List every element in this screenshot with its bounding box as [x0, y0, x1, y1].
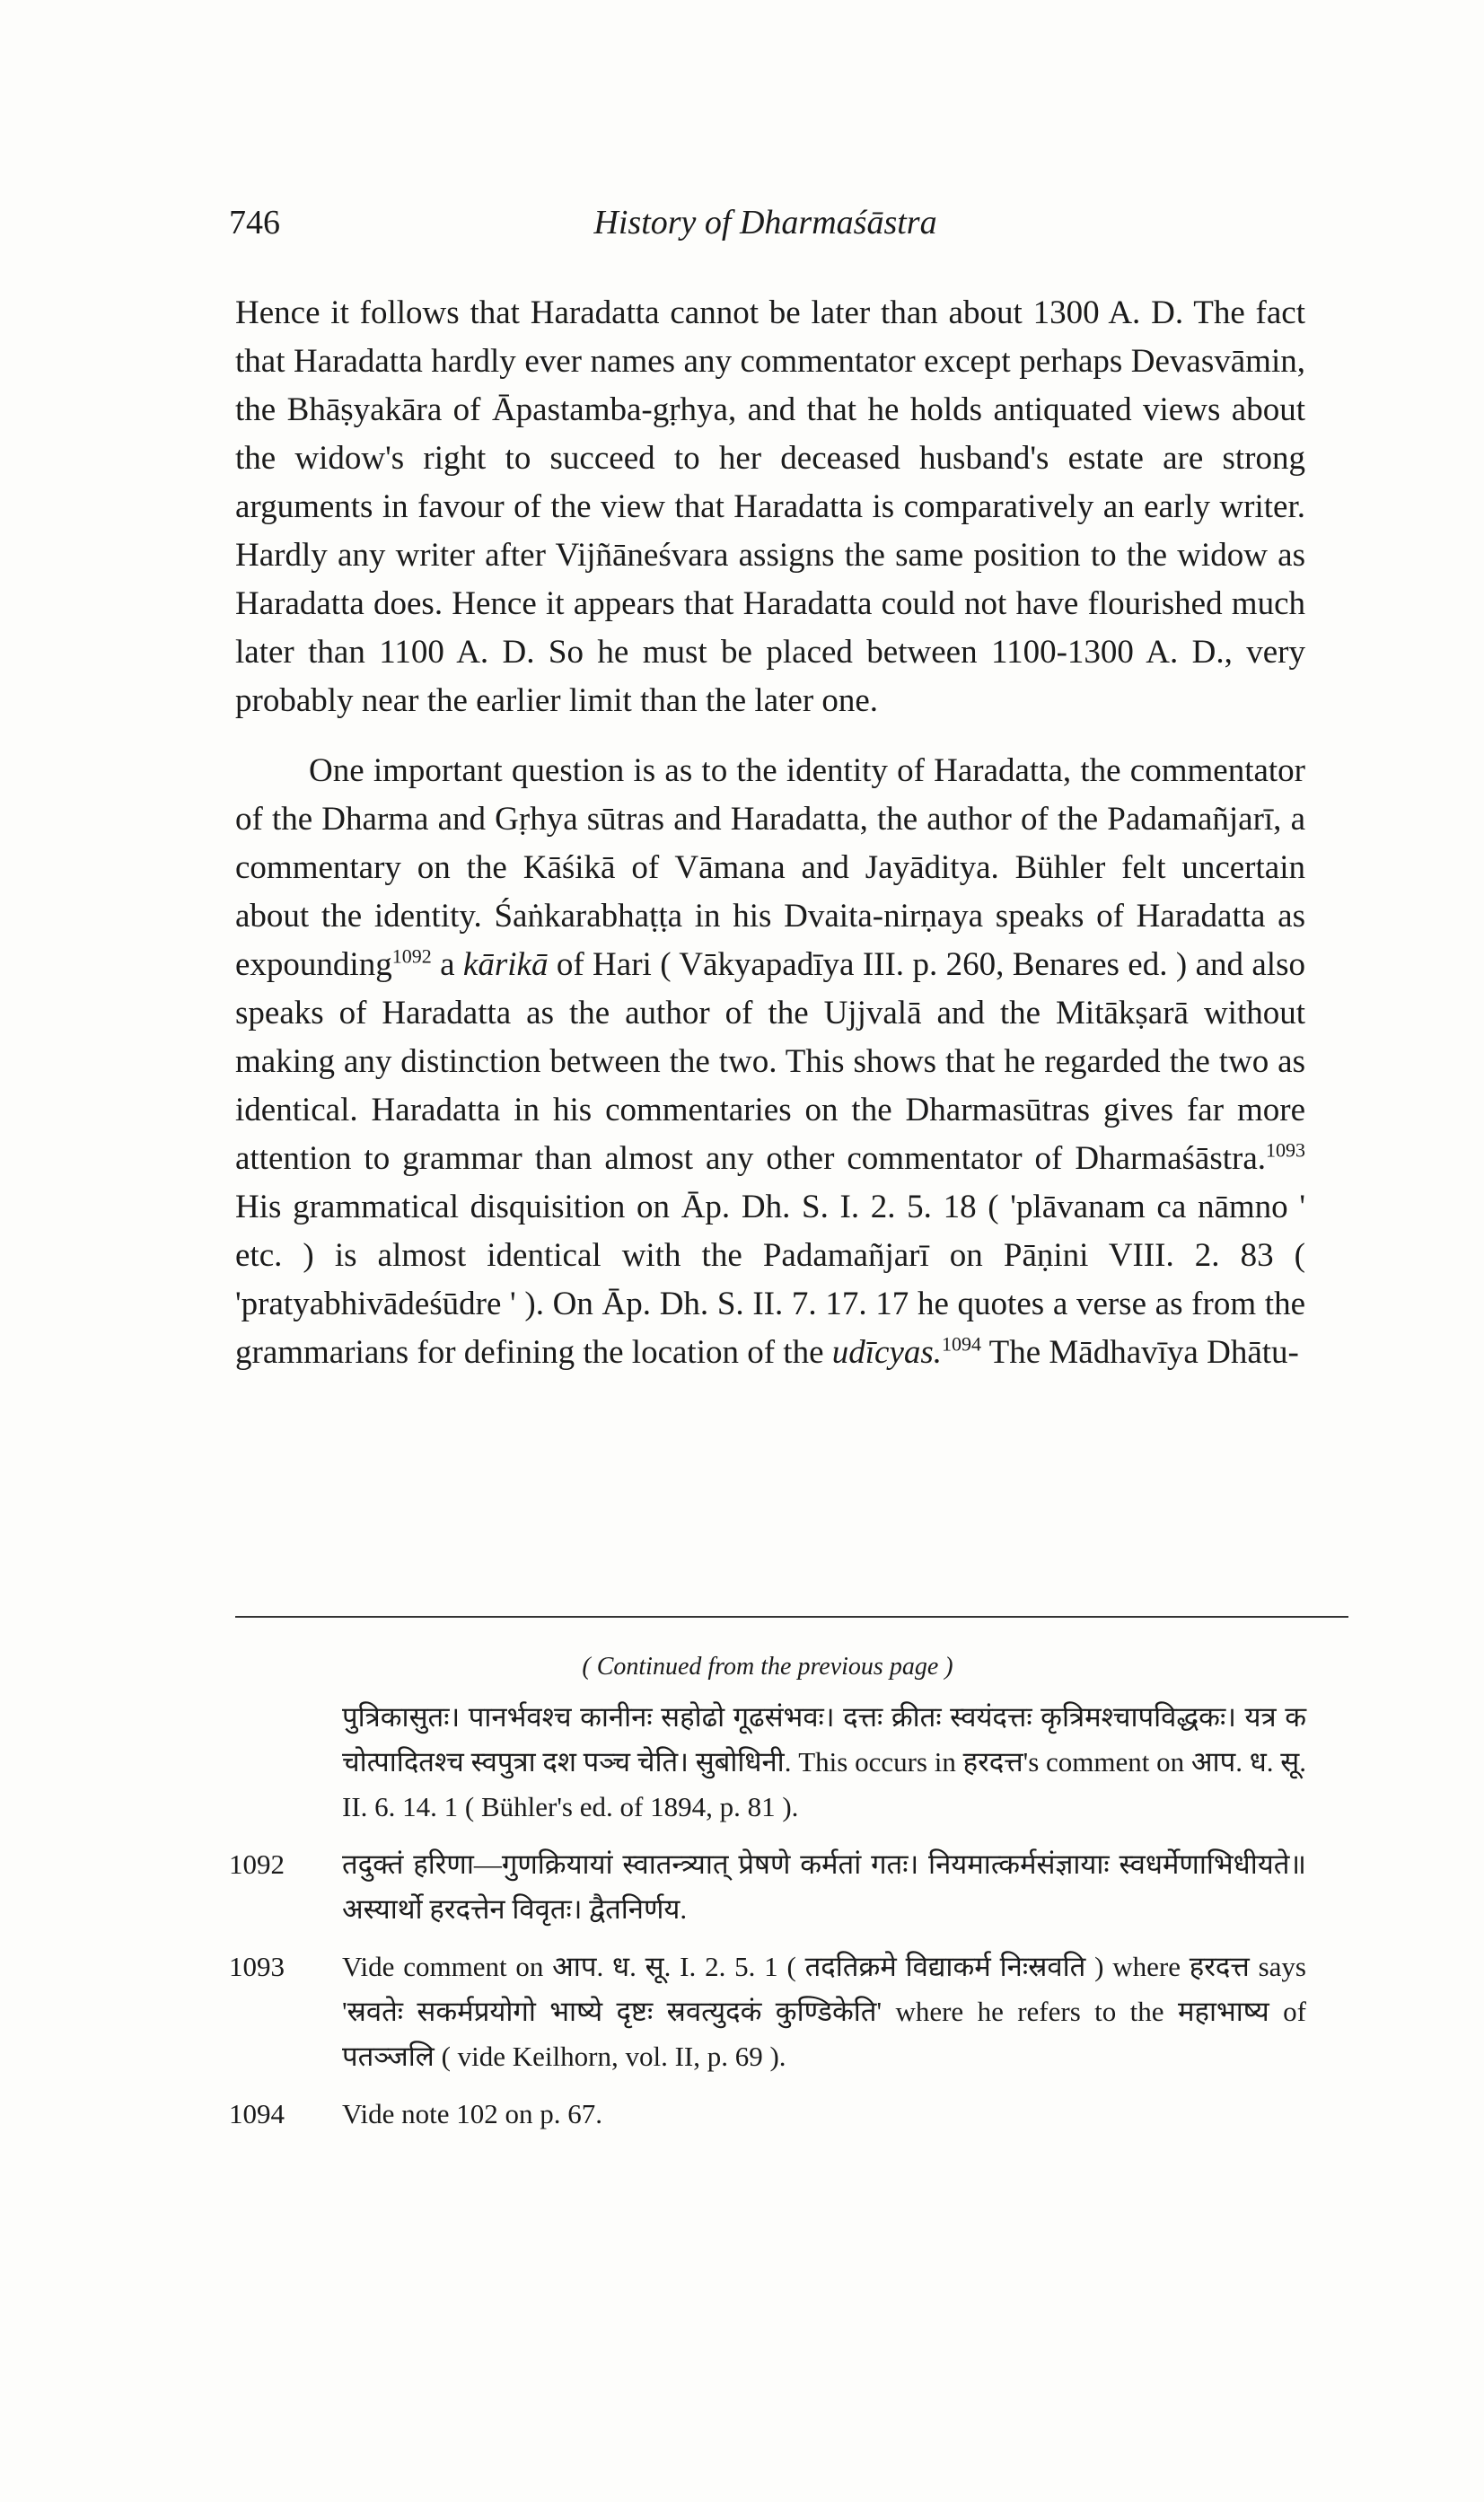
footnote-text: तदुक्तं हरिणा—गुणक्रियायां स्वातन्त्र्यात् प्रेषणे कर्मतां गतः। नियमात्कर्मसंज्ञायाः स्वधर्मेणाभिधीयते॥ अस्यार्थो हरदत्तेन विवृतः। द्वैतनिर्णय. [342, 1848, 1306, 1925]
footnote-1093 [229, 1945, 1306, 2079]
footnote-text: Vide note 102 on p. 67. [342, 2098, 603, 2129]
karika-term: kārikā [462, 946, 549, 983]
footnote-number: 1092 [229, 1848, 285, 1880]
footnote-ref-1092: 1092 [391, 944, 432, 968]
footnote-divider [235, 1616, 1348, 1618]
paragraph-2-part-b: a [431, 946, 463, 983]
footnote-continuation: पुत्रिकासुतः। पानर्भवश्च कानीनः सहोढो गूढसंभवः। दत्तः क्रीतः स्वयंदत्तः कृत्रिमश्चापविद्धकः। यत्र क चोत्पादितश्च स्वपुत्रा दश पञ्च चेति। सुबोधिनी. This occurs in हरदत्त's comment on आप. ध. सू. II. 6. 14. 1 ( Bühler's ed. of 1894, p. 81 ). [342, 1701, 1306, 1822]
footnote-text: Vide comment on आप. ध. सू. I. 2. 5. 1 ( तदतिक्रमे विद्याकर्म निःस्रवति ) where हरदत्त says 'स्रवतेः सकर्मप्रयोगो भाष्ये दृष्टः स्रवत्युदकं कुण्डिकेति' where he refers to the महाभाष्य of पतञ्जलि ( vide Keilhorn, vol. II, p. 69 ). [342, 1951, 1306, 2072]
running-title: History of Dharmaśāstra [593, 204, 937, 241]
page-header [229, 203, 1302, 257]
paragraph-1: Hence it follows that Haradatta cannot be later than about 1300 A. D. The fact that Haradatta hardly ever names any commentator except perhaps Devasvāmin, the Bhāṣyakāra of Āpastamba-gṛhya, and that he holds antiquated views about the widow's right to succeed to her deceased husband's estate are strong arguments in favour of the view that Haradatta is comparatively an early writer. Hardly any writer after Vijñāneśvara assigns the same position to the widow as Haradatta does. Hence it appears that Haradatta could not have flourished much later than 1100 A. D. So he must be placed between 1100-1300 A. D., very probably near the earlier limit than the later one. [235, 294, 1305, 719]
paragraph-2-part-c: of Hari ( Vākyapadīya III. p. 260, Benares ed. ) and also speaks of Haradatta as the author of the Ujjvalā and the Mitākṣarā without making any distinction between the two. This shows that he regarded the two as identical. Haradatta in his commentaries on the Dharmasūtras gives far more attention to grammar than almost any other commentator of Dharmaśāstra. [235, 946, 1305, 1177]
paragraph-2-part-e: The Mādhavīya Dhātu- [981, 1334, 1299, 1371]
footnote-1094 [229, 2092, 1306, 2137]
footnote-number: 1094 [229, 2098, 285, 2129]
udicyas-term: udīcyas. [831, 1334, 943, 1371]
continued-label: ( Continued from the previous page ) [582, 1653, 953, 1681]
footnote-1092 [229, 1842, 1306, 1932]
footnote-ref-1094: 1094 [942, 1332, 982, 1356]
paragraph-2 [235, 747, 1305, 1377]
footnote-ref-1093: 1093 [1266, 1138, 1305, 1162]
paragraph-2-part-d: His grammatical disquisition on Āp. Dh. S. I. 2. 5. 18 ( 'plāvanam ca nāmno ' etc. ) is almost identical with the Padamañjarī on Pāṇini VIII. 2. 83 ( 'pratyabhivādeśūdre ' ). On Āp. Dh. S. II. 7. 17. 17 he quotes a verse as from the grammarians for defining the location of the [235, 1189, 1305, 1371]
footnotes [229, 1645, 1306, 2137]
paragraph-2-part-a: One important question is as to the identity of Haradatta, the commentator of the Dharma and Gṛhya sūtras and Haradatta, the author of the Padamañjarī, a commentary on the Kāśikā of Vāmana and Jayāditya. Bühler felt uncertain about the identity. Śaṅkarabhaṭṭa in his Dvaita-nirṇaya speaks of Haradatta as expounding [235, 752, 1305, 983]
page-number: 746 [229, 204, 280, 241]
footnote-number: 1093 [229, 1951, 285, 1982]
main-text [235, 289, 1305, 1377]
